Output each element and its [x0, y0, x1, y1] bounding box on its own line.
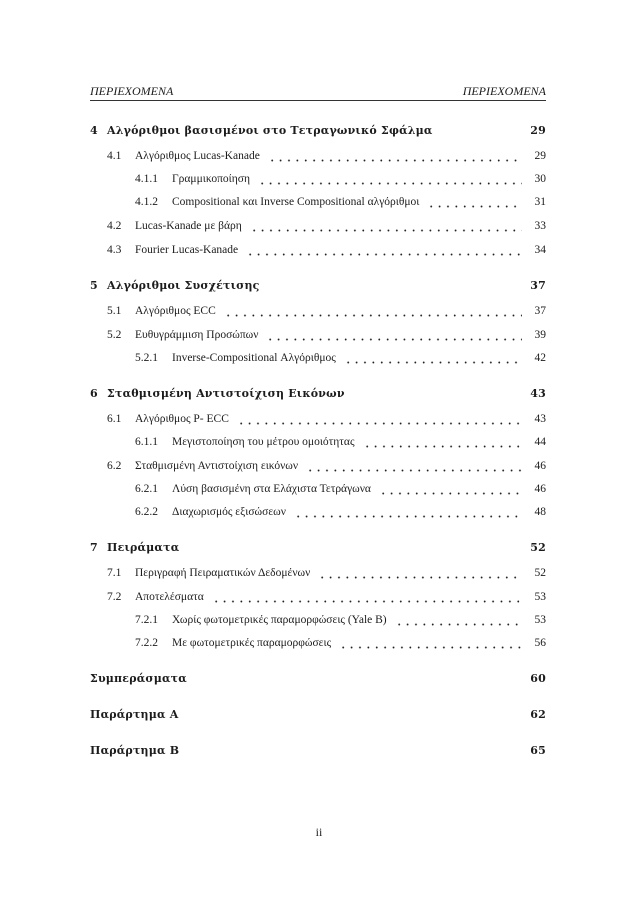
toc-section-entry	[90, 454, 546, 477]
toc-subsection-entry	[90, 346, 546, 369]
chapter-title: Παράρτημα Β	[90, 744, 180, 757]
toc-subsection-entry	[90, 500, 546, 523]
chapter-page-number: 62	[530, 708, 546, 721]
subsection-page-number: 31	[534, 195, 546, 208]
chapter-page-number: 65	[530, 744, 546, 757]
toc-section-entry	[90, 585, 546, 608]
toc-subsection-entry	[90, 608, 546, 631]
toc-subsection-entry	[90, 631, 546, 654]
chapter-title: Πειράματα	[107, 541, 180, 554]
toc-subsection-entry	[90, 190, 546, 213]
section-number: 6.1	[107, 412, 122, 425]
section-page-number: 39	[534, 328, 546, 341]
dot-leader	[237, 413, 522, 425]
subsection-page-number: 48	[534, 505, 546, 518]
dot-leader	[258, 173, 522, 185]
subsection-page-number: 30	[534, 172, 546, 185]
running-header	[90, 82, 546, 101]
section-title: Αλγόριθμος P- ECC	[135, 412, 229, 425]
table-of-contents	[90, 106, 546, 764]
dot-leader	[339, 637, 522, 649]
chapter-page-number: 52	[530, 541, 546, 554]
dot-leader	[294, 506, 522, 518]
subsection-title: Διαχωρισμός εξισώσεων	[172, 505, 286, 518]
dot-leader	[379, 483, 522, 495]
section-number: 5.2	[107, 328, 122, 341]
section-title: Αλγόριθμος Lucas-Kanade	[135, 149, 260, 162]
chapter-number: 4	[90, 124, 98, 137]
subsection-title: Compositional και Inverse Compositional αλγόριθμοι	[172, 195, 420, 208]
subsection-title: Χωρίς φωτομετρικές παραμορφώσεις (Yale B)	[172, 613, 387, 626]
subsection-title: Inverse-Compositional Αλγόριθμος	[172, 351, 336, 364]
toc-chapter-entry	[90, 703, 546, 726]
section-number: 7.1	[107, 566, 122, 579]
toc-chapter-entry	[90, 274, 546, 297]
section-page-number: 46	[534, 459, 546, 472]
chapter-page-number: 60	[530, 672, 546, 685]
dot-leader	[250, 220, 522, 232]
dot-leader	[246, 244, 522, 256]
section-page-number: 33	[534, 219, 546, 232]
subsection-title: Γραμμικοποίηση	[172, 172, 251, 185]
dot-leader	[266, 329, 522, 341]
dot-leader	[427, 196, 522, 208]
chapter-page-number: 29	[530, 124, 546, 137]
section-title: Fourier Lucas-Kanade	[135, 243, 239, 256]
section-title: Σταθμισμένη Αντιστοίχιση εικόνων	[135, 459, 299, 472]
chapter-title: Αλγόριθμοι Συσχέτισης	[107, 279, 260, 292]
chapter-page-number: 43	[530, 387, 546, 400]
section-number: 4.3	[107, 243, 122, 256]
subsection-number: 4.1.2	[135, 195, 158, 208]
section-number: 7.2	[107, 590, 122, 603]
section-title: Ευθυγράμμιση Προσώπων	[135, 328, 259, 341]
toc-subsection-entry	[90, 430, 546, 453]
subsection-page-number: 56	[534, 636, 546, 649]
chapter-title: Αλγόριθμοι βασισμένοι στο Τετραγωνικό Σφάλμα	[107, 124, 433, 137]
toc-section-entry	[90, 299, 546, 322]
chapter-number: 6	[90, 387, 98, 400]
section-title: Αλγόριθμος ECC	[135, 304, 216, 317]
toc-chapter-entry	[90, 119, 546, 142]
dot-leader	[395, 614, 522, 626]
toc-chapter-entry	[90, 739, 546, 762]
page-number: ii	[315, 825, 323, 839]
section-title: Αποτελέσματα	[135, 590, 204, 603]
toc-chapter-entry	[90, 382, 546, 405]
subsection-page-number: 46	[534, 482, 546, 495]
subsection-number: 6.2.1	[135, 482, 158, 495]
toc-section-entry	[90, 238, 546, 261]
chapter-title: Παράρτημα Α	[90, 708, 179, 721]
toc-section-entry	[90, 323, 546, 346]
dot-leader	[363, 436, 522, 448]
section-number: 5.1	[107, 304, 122, 317]
dot-leader	[212, 591, 522, 603]
subsection-number: 6.2.2	[135, 505, 158, 518]
toc-chapter-entry	[90, 667, 546, 690]
section-page-number: 37	[534, 304, 546, 317]
toc-section-entry	[90, 561, 546, 584]
subsection-title: Μεγιστοποίηση του μέτρου ομοιότητας	[172, 435, 355, 448]
dot-leader	[224, 305, 522, 317]
section-page-number: 34	[534, 243, 546, 256]
subsection-title: Λύση βασισμένη στα Ελάχιστα Τετράγωνα	[172, 482, 371, 495]
section-title: Περιγραφή Πειραματικών Δεδομένων	[135, 566, 311, 579]
section-title: Lucas-Kanade με βάρη	[135, 219, 242, 232]
section-page-number: 43	[534, 412, 546, 425]
section-page-number: 29	[534, 149, 546, 162]
subsection-number: 5.2.1	[135, 351, 158, 364]
subsection-title: Με φωτομετρικές παραμορφώσεις	[172, 636, 332, 649]
header-right-title: ΠΕΡΙΕΧΟΜΕΝΑ	[462, 84, 546, 98]
section-number: 6.2	[107, 459, 122, 472]
section-number: 4.2	[107, 219, 122, 232]
toc-subsection-entry	[90, 167, 546, 190]
chapter-number: 7	[90, 541, 98, 554]
subsection-page-number: 53	[534, 613, 546, 626]
subsection-page-number: 44	[534, 435, 546, 448]
section-page-number: 53	[534, 590, 546, 603]
section-page-number: 52	[534, 566, 546, 579]
dot-leader	[318, 567, 522, 579]
toc-section-entry	[90, 214, 546, 237]
toc-section-entry	[90, 144, 546, 167]
dot-leader	[344, 352, 522, 364]
dot-leader	[268, 150, 522, 162]
dot-leader	[306, 460, 522, 472]
subsection-number: 7.2.1	[135, 613, 158, 626]
subsection-number: 4.1.1	[135, 172, 158, 185]
chapter-title: Σταθμισμένη Αντιστοίχιση Εικόνων	[107, 387, 345, 400]
chapter-page-number: 37	[530, 279, 546, 292]
chapter-number: 5	[90, 279, 98, 292]
section-number: 4.1	[107, 149, 122, 162]
toc-chapter-entry	[90, 536, 546, 559]
header-left-title: ΠΕΡΙΕΧΟΜΕΝΑ	[90, 84, 174, 98]
subsection-number: 6.1.1	[135, 435, 158, 448]
toc-section-entry	[90, 407, 546, 430]
subsection-number: 7.2.2	[135, 636, 158, 649]
toc-subsection-entry	[90, 477, 546, 500]
chapter-title: Συμπεράσματα	[90, 672, 187, 685]
subsection-page-number: 42	[534, 351, 546, 364]
